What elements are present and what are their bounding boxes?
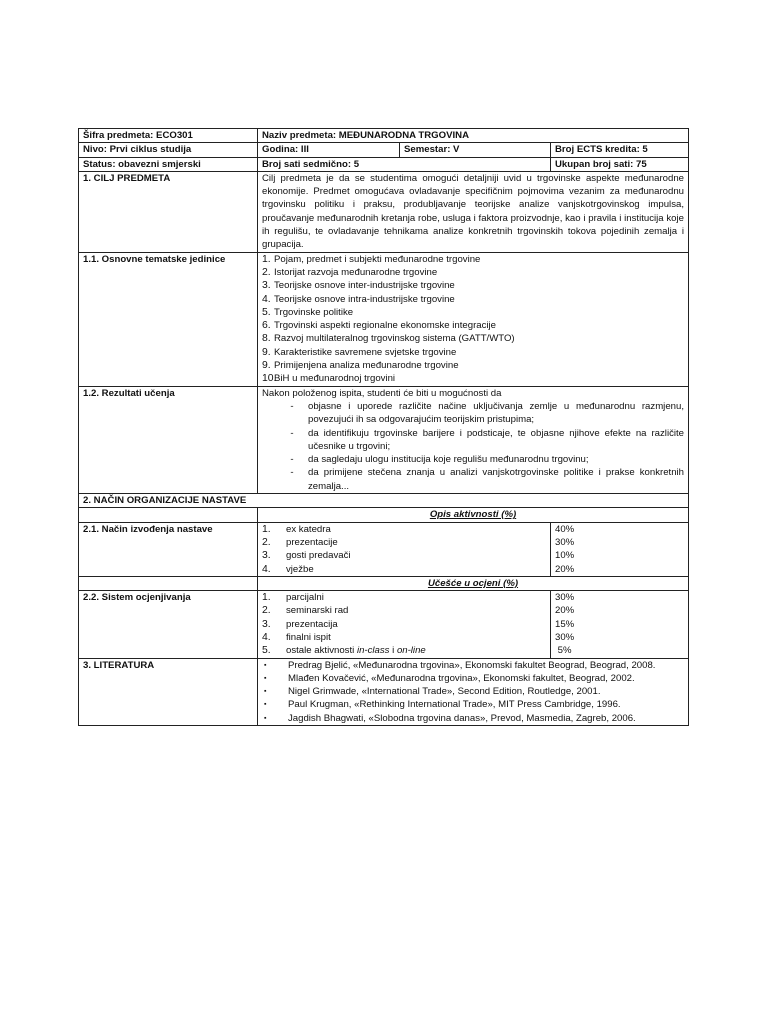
item-text-main: finalni ispit [286,631,331,643]
empty-cell [79,508,258,522]
item-number: 1. [262,523,271,535]
item-text: da sagledaju ulogu institucija koje regulišu međunarodnu trgovinu; [308,454,589,466]
item-text-main: prezentacija [286,618,338,630]
list-item [262,659,684,672]
total-hours: Ukupan broj sati: 75 [551,157,689,171]
list-item [262,453,684,466]
item-text-join: i [389,645,397,657]
grading-list [262,591,546,657]
teaching-method-label: 2.1. Način izvođenja nastave [79,522,258,576]
study-level: Nivo: Prvi ciklus studija [79,143,258,157]
percent-value: 10% [555,550,575,562]
bullet-marker: ▪ [264,714,267,722]
item-text-emphasis: on-line [396,645,426,657]
literature-label: 3. LITERATURA [79,658,258,725]
list-item [262,644,546,657]
learning-outcomes-label: 1.2. Rezultati učenja [79,386,258,493]
percent-value: 30% [555,631,575,643]
item-text-emphasis: in-class [356,645,390,657]
list-item [262,400,684,427]
item-text: Istorijat razvoja međunarodne trgovine [274,266,438,278]
bullet-marker: ▪ [264,688,267,696]
item-number: 1. [262,253,271,265]
literature-list [262,659,684,725]
item-text: prezentacije [286,536,338,548]
percent-value: 20% [555,605,575,617]
item-number: 3. [262,618,271,630]
list-item [262,523,546,536]
list-item [262,604,546,617]
dash-marker: - [290,427,294,439]
item-text [286,631,331,644]
study-year: Godina: III [258,143,400,157]
percent-value: 30% [555,592,575,604]
item-number: 4. [262,563,271,575]
ects-credits: Broj ECTS kredita: 5 [551,143,689,157]
percent-value: 15% [555,618,575,630]
item-number: 5. [262,306,271,318]
grade-share-header: Učešće u ocjeni (%) [258,576,689,590]
item-number: 8. [262,333,271,345]
item-number: 2. [262,266,271,278]
item-text: gosti predavači [286,550,351,562]
item-text: Trgovinski aspekti regionalne ekonomske integracije [274,320,497,332]
item-text: Primijenjena analiza međunarodne trgovine [274,360,459,372]
item-number: 10. [262,373,277,385]
item-text [286,591,324,604]
topics-label: 1.1. Osnovne tematske jedinice [79,252,258,386]
item-number: 4. [262,631,271,643]
course-goal-label: 1. CILJ PREDMETA [79,171,258,252]
syllabus-table [78,128,689,726]
item-text: Karakteristike savremene svjetske trgovine [274,346,457,358]
item-number: 5. [262,645,271,657]
item-number: 3. [262,550,271,562]
semester: Semestar: V [400,143,551,157]
item-text: Teorijske osnove inter-industrijske trgovine [274,280,455,292]
item-text: objasne i uporede različite načine uključivanja zemlje u međunarodnu razmjenu, povezujući ih sa odgovarajućim teorijskim pristupima; [308,400,684,426]
course-status: Status: obavezni smjerski [79,157,258,171]
topics-cell [258,252,689,386]
item-text: vježbe [286,563,314,575]
learning-outcomes-list [262,400,684,493]
list-item [262,332,684,345]
list-item [262,591,546,604]
list-item [262,319,684,332]
item-text: da primijene stečena znanja u analizi vanjskotrgovinske politike i prakse konkretnih zemalja... [308,467,684,492]
item-number: 9. [262,360,271,372]
dash-marker: - [290,467,294,479]
item-text: Jagdish Bhagwati, «Slobodna trgovina danas», Prevod, Masmedia, Zagreb, 2006. [288,712,636,724]
teaching-method-list [262,523,546,576]
teaching-method-percent-cell [551,522,689,576]
list-item [262,631,546,644]
dash-marker: - [290,400,294,412]
item-number: 2. [262,605,271,617]
list-item [262,618,546,631]
item-text [286,618,338,631]
list-item [262,266,684,279]
list-item [262,372,684,385]
list-item [262,359,684,372]
grading-system-label: 2.2. Sistem ocjenjivanja [79,591,258,658]
list-item [262,306,684,319]
weekly-hours: Broj sati sedmično: 5 [258,157,551,171]
list-item [262,672,684,685]
item-number: 9. [262,346,271,358]
list-item [262,427,684,454]
list-item [262,685,684,698]
bullet-marker: ▪ [264,701,267,709]
course-name: Naziv predmeta: MEĐUNARODNA TRGOVINA [258,129,689,143]
dash-marker: - [290,454,294,466]
list-item [262,536,546,549]
item-number: 1. [262,592,271,604]
item-text: Razvoj multilateralnog trgovinskog sistema (GATT/WTO) [274,333,515,345]
organization-label: 2. NAČIN ORGANIZACIJE NASTAVE [79,494,689,508]
bullet-marker: ▪ [264,661,267,669]
percent-value: 20% [555,563,575,575]
item-number: 2. [262,536,271,548]
item-text: Paul Krugman, «Rethinking International Trade», MIT Press Cambridge, 1996. [288,699,621,711]
grading-list-cell [258,591,551,658]
grading-percent-cell [551,591,689,658]
literature-cell [258,658,689,725]
item-text: Pojam, predmet i subjekti međunarodne trgovine [274,253,481,265]
list-item [262,698,684,711]
list-item [262,563,546,576]
list-item [262,549,546,562]
syllabus-sheet [78,128,688,726]
learning-outcomes-intro: Nakon položenog ispita, studenti će biti u mogućnosti da [262,387,502,399]
list-item [262,346,684,359]
list-item [262,293,684,306]
item-text: Predrag Bjelić, «Međunarodna trgovina», Ekonomski fakultet Beograd, Beograd, 2008. [288,659,656,671]
activity-description-header: Opis aktivnosti (%) [258,508,689,522]
course-goal-text: Cilj predmeta je da se studentima omogući detaljniji uvid u trgovinske aspekte međunarodne ekonomije. Predmet omogućava ovladavanje specifičnim pojmovima vezanim za međunarodnu trgovinsku politiku i praksu, produbljavanje teorijske analize vanjskotrgovinskog impulsa, proučavanje međunarodnih kretanja robe, usluga i faktora proizvodnje, kao i pravila i institucija koje ih regulišu, te ovladavanje tehnikama analize konkretnih trgovinskih tokova pojedinih zemalja i grupacija. [258,171,689,252]
topics-list [262,253,684,386]
item-text: da identifikuju trgovinske barijere i podsticaje, te objasne njihove efekte na različite učesnike u trgovini; [308,427,684,452]
item-text [286,644,426,657]
list-item [262,466,684,493]
item-text-main: ostale aktivnosti [286,645,357,657]
course-code: Šifra predmeta: ECO301 [79,129,258,143]
learning-outcomes-cell [258,386,689,493]
item-text: ex katedra [286,523,331,535]
list-item [262,712,684,725]
item-number: 4. [262,293,271,305]
item-text-main: seminarski rad [286,605,349,617]
item-text-main: parcijalni [286,592,324,604]
item-number: 3. [262,280,271,292]
bullet-marker: ▪ [264,674,267,682]
percent-value: 5% [555,645,572,657]
item-number: 6. [262,320,271,332]
teaching-method-list-cell [258,522,551,576]
item-text: Trgovinske politike [274,306,354,318]
percent-value: 30% [555,536,575,548]
item-text: Teorijske osnove intra-industrijske trgovine [274,293,455,305]
empty-cell [79,576,258,590]
item-text: Mlađen Kovačević, «Međunarodna trgovina», Ekonomski fakultet, Beograd, 2002. [288,672,635,684]
list-item [262,253,684,266]
item-text: Nigel Grimwade, «International Trade», Second Edition, Routledge, 2001. [288,686,601,698]
item-text: BiH u međunarodnoj trgovini [274,373,396,385]
list-item [262,279,684,292]
item-text [286,604,348,617]
percent-value: 40% [555,523,575,535]
